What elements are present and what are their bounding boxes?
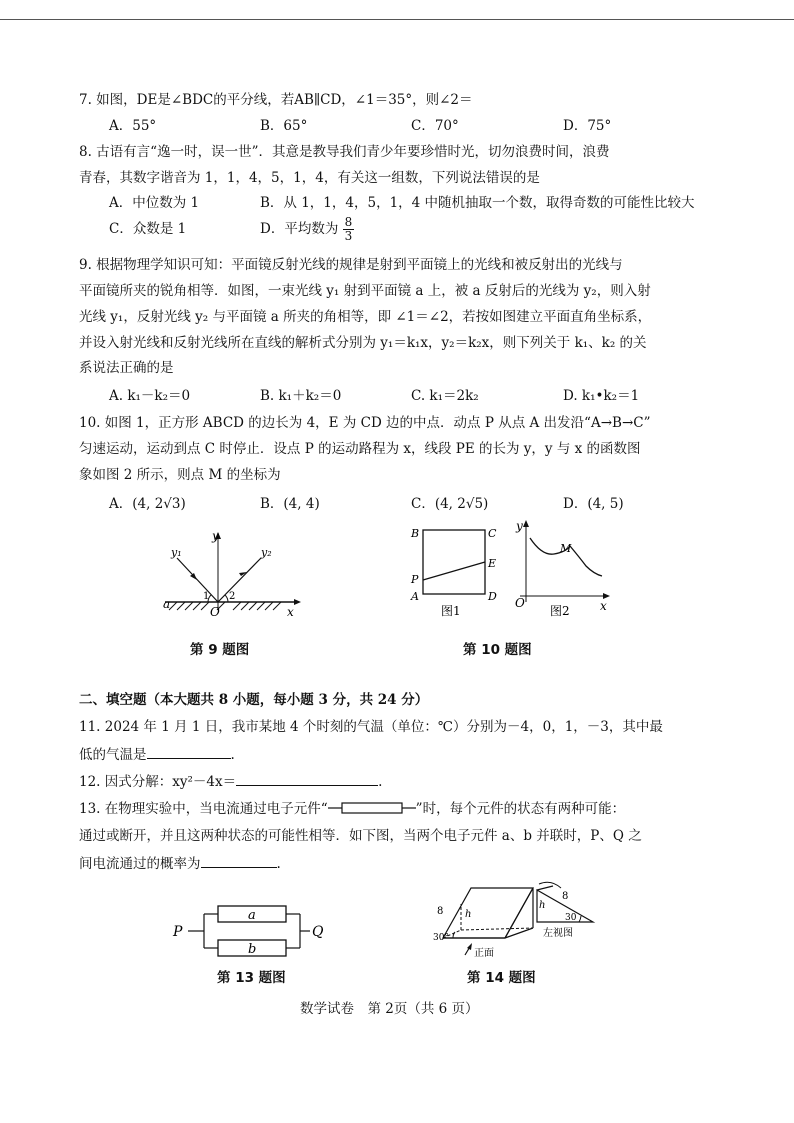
q7-option-d: D．75° [563,118,612,134]
figure-14-caption: 第 14 题图 [467,970,536,986]
q7-option-a: A．55° [109,118,157,134]
q8-option-a: A．中位数为 1 [109,195,200,211]
point-m-label: M [560,542,572,555]
point-p-label: P [411,573,419,586]
graph-origin-label: O [515,596,525,610]
reflected-ray-y2 [218,558,261,602]
q10-option-c: C．(4, 2√5) [411,496,489,512]
figure-13-circuit [170,900,330,962]
figure-10-caption: 第 10 题图 [463,642,532,658]
figure-14-prism [425,880,615,960]
q9-option-b: B. k₁＋k₂＝0 [260,388,342,404]
q11-line1: 11. 2024 年 1 月 1 日，我市某地 4 个时刻的气温（单位：℃）分别为－4，0，1，－3，其中最 [79,719,663,735]
x-axis-label: x [287,605,294,618]
top-rule [0,19,794,20]
figure-10-graph [508,516,613,618]
incident-ray-arrow [190,573,197,580]
q13-line1-end: ”时，每个元件的状态有两种可能： [415,801,626,817]
graph-y-label: y [516,519,523,533]
q11-line2-text: 低的气温是 [79,747,147,763]
section-2-heading: 二、填空题（本大题共 8 小题，每小题 3 分，共 24 分） [79,692,429,708]
origin-label: O [210,605,220,618]
q13-line2: 通过或断开，并且这两种状态的可能性相等．如下图，当两个电子元件 a、b 并联时，P、Q 之 [79,828,642,844]
left-view-8-label: 8 [562,891,569,902]
q9-option-a: A. k₁－k₂＝0 [109,388,191,404]
left-view-h-label: h [539,900,546,911]
vertex-c-label: C [488,527,497,540]
segment-pe [423,562,485,580]
q10-line1: 10. 如图 1，正方形 ABCD 的边长为 4，E 为 CD 边的中点．动点 P 从点 A 出发沿“A→B→C” [79,415,651,431]
y-axis-label: y [212,529,219,543]
q13-period: . [276,856,281,872]
angle-2-label: 2 [229,591,236,602]
q8-stem-line1: 8. 古语有言“逸一时，误一世”．其意是教导我们青少年要珍惜时光，切勿浪费时间，浪费 [79,144,610,160]
mirror-hatching [165,602,295,610]
y1-label: y₁ [171,546,182,559]
graph-y-arrow [523,520,529,527]
front-arrowhead [467,943,472,950]
figure-10-square [405,520,505,618]
fraction-numerator: 8 [344,215,353,229]
x-axis-arrow [294,599,301,605]
q13-line1-start: 13. 在物理实验中，当电流通过电子元件“ [79,801,328,817]
angle-1-label: 1 [203,591,210,602]
figure-1-label: 图1 [441,604,461,618]
point-e-label: E [488,557,497,570]
page-footer: 数学试卷 第 2页（共 6 页） [300,1001,479,1017]
q9-line4: 并设入射光线和反射光线所在直线的解析式分别为 y₁＝k₁x，y₂＝k₂x，则下列关于 k₁、k₂ 的关 [79,335,647,351]
q11-line2 [79,744,235,764]
figure-13-caption: 第 13 题图 [217,970,286,986]
q13-line3 [79,853,281,873]
q8-option-b: B．从 1，1，4，5，1，4 中随机抽取一个数，取得奇数的可能性比较大 [260,195,695,211]
electronic-component-symbol [328,801,416,815]
q7-option-c: C．70° [411,118,459,134]
q9-line3: 光线 y₁，反射光线 y₂ 与平面镜 a 所夹的角相等，即 ∠1＝∠2，若按如图建立平面直角坐标系， [79,309,652,325]
incident-ray-y1 [177,558,218,602]
q10-line2: 匀速运动，运动到点 C 时停止．设点 P 的运动路程为 x，线段 PE 的长为 y，y 与 x 的函数图 [79,441,641,457]
graph-x-label: x [600,599,607,613]
q8-option-c: C．众数是 1 [109,221,187,237]
q10-option-a: A．(4, 2√3) [109,496,186,512]
q10-option-d: D．(4, 5) [563,496,624,512]
edge-8-label: 8 [437,906,444,917]
q12-answer-blank [236,771,378,786]
q8-average-fraction [343,216,355,243]
q12-text: 12. 因式分解：xy²－4x＝ [79,774,237,790]
q7-option-b: B．65° [260,118,308,134]
q12-line [79,771,382,791]
figure-9-mirror-diagram [155,528,305,618]
angle-30-label: 30° [433,933,449,943]
q9-line1: 9. 根据物理学知识可知：平面镜反射光线的规律是射到平面镜上的光线和被反射出的光线与 [79,257,623,273]
figure-2-label: 图2 [550,604,570,618]
terminal-q-label: Q [312,924,324,940]
component-b-label: b [248,942,257,957]
figure-9-caption: 第 9 题图 [190,642,250,658]
q12-period: . [378,774,383,790]
prism-solid [443,888,533,938]
angle-2-arc [225,595,228,602]
q9-line2: 平面镜所夹的锐角相等．如图，一束光线 y₁ 射到平面镜 a 上，被 a 反射后的光线为 y₂，则入射 [79,283,651,299]
q9-option-c: C. k₁＝2k₂ [411,388,479,404]
q11-period: . [230,747,235,763]
y2-label: y₂ [261,546,272,559]
height-h-label: h [465,909,472,920]
left-view-angle-arc [579,916,581,922]
fraction-denominator: 3 [344,229,353,243]
q11-answer-blank [147,744,231,759]
q8-option-d-label: D．平均数为 [260,221,339,237]
square-abcd [423,530,485,594]
q8-option-d [260,212,354,246]
q10-line3: 象如图 2 所示，则点 M 的坐标为 [79,467,281,483]
q13-line1 [79,800,625,818]
vertex-b-label: B [411,527,420,540]
q13-line3-text: 间电流通过的概率为 [79,856,201,872]
mirror-a-label: a [163,597,171,611]
q7-stem: 7. 如图，DE是∠BDC的平分线，若AB∥CD，∠1＝35°，则∠2＝ [79,92,473,108]
component-a-label: a [248,908,256,923]
vertex-d-label: D [488,590,497,603]
vertex-a-label: A [411,590,419,603]
q8-stem-line2: 青春，其数字谐音为 1，1，4，5，1，4，有关这一组数，下列说法错误的是 [79,170,540,186]
front-view-label: 正面 [474,948,494,959]
left-view-caption: 左视图 [543,928,573,939]
left-view-30-label: 30 [565,913,577,923]
q13-answer-blank [201,853,277,868]
q9-line5: 系说法正确的是 [79,360,174,376]
q10-option-b: B．(4, 4) [260,496,320,512]
q9-option-d: D. k₁•k₂＝1 [563,388,640,404]
terminal-p-label: P [173,924,183,940]
